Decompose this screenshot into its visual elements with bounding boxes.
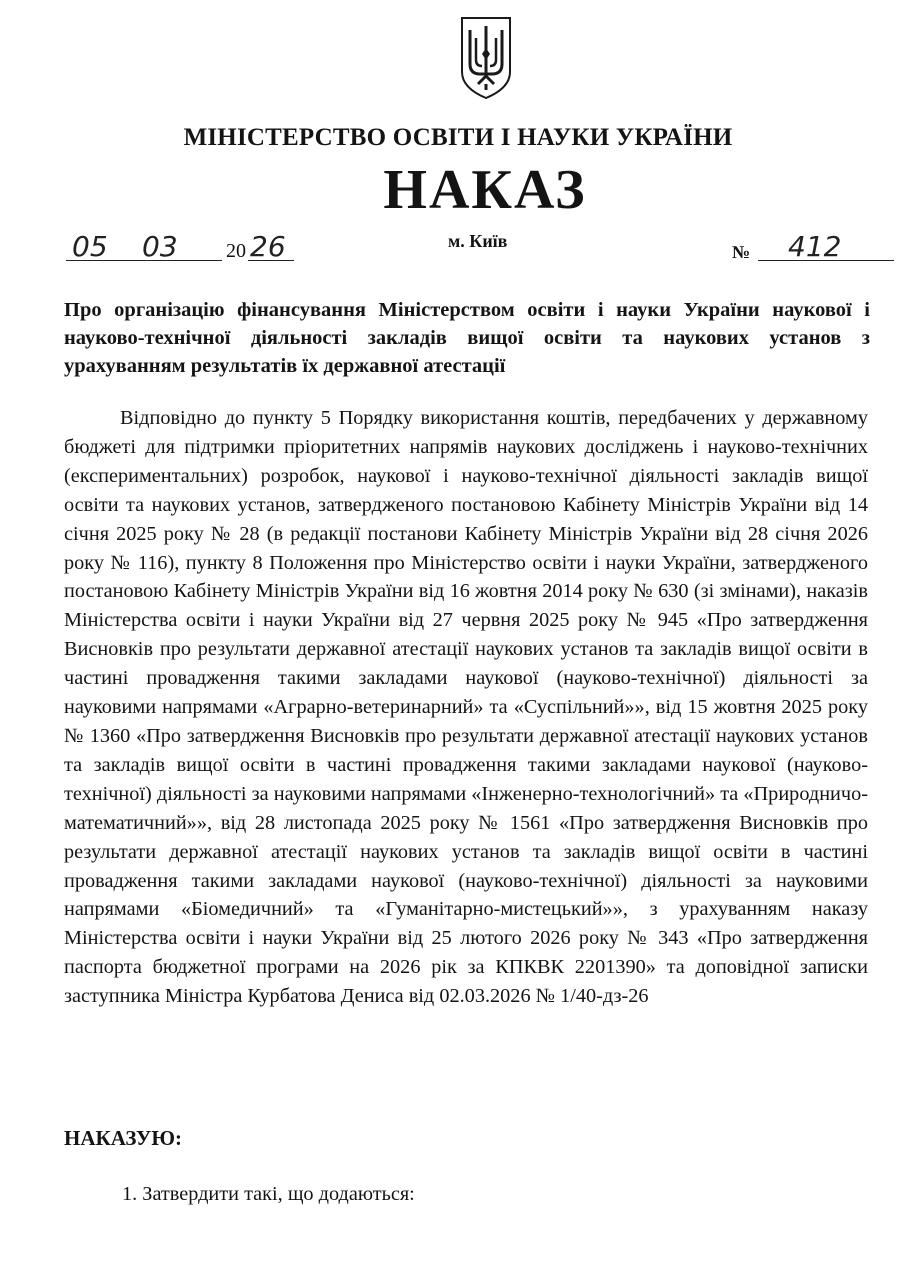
date-year-suffix: 26 bbox=[250, 230, 286, 263]
order-number bbox=[732, 230, 896, 264]
order-date bbox=[64, 230, 304, 264]
date-day: 05 bbox=[72, 230, 108, 263]
date-year-prefix: 20 bbox=[226, 240, 246, 262]
trident-icon bbox=[456, 14, 516, 100]
date-month: 03 bbox=[142, 230, 178, 263]
city: м. Київ bbox=[448, 231, 508, 251]
order-subject: Про організацію фінансування Міністерством освіти і науки України наукової і науково-технічної діяльності закладів вищої освіти та наукових установ з урахуванням результатів їх державної атестації bbox=[64, 299, 870, 377]
document-type: НАКАЗ bbox=[383, 159, 587, 221]
preamble: Відповідно до пункту 5 Порядку використання коштів, передбачених у державному бюджеті для підтримки пріоритетних напрямів наукових досліджень і науково-технічних (експериментальних) розробок, наукової і науково-технічної діяльності закладів вищої освіти та наукових установ, затвердженого постановою Кабінету Міністрів України від 14 січня 2025 року № 28 (в редакції постанови Кабінету Міністрів України від 28 січня 2026 року № 116), пункту 8 Положення про Міністерство освіти і науки України, затвердженого постановою Кабінету Міністрів України від 16 жовтня 2014 року № 630 (зі змінами), наказів Міністерства освіти і науки України від 27 червня 2025 року № 945 «Про затвердження Висновків про результати державної атестації наукових установ та закладів вищої освіти в частині провадження такими закладами наукової (науково-технічної) діяльності за науковими напрямами «Аграрно-ветеринарний» та «Суспільний»», від 15 жовтня 2025 року № 1360 «Про затвердження Висновків про результати державної атестації наукових установ та закладів вищої освіти в частині провадження такими закладами наукової (науково-технічної) діяльності за науковими напрямами «Інженерно-технологічний» та «Природничо-математичний»», від 28 листопада 2025 року № 1561 «Про затвердження Висновків про результати державної атестації наукових установ та закладів вищої освіти в частині провадження такими закладами наукової (науково-технічної) діяльності за науковими напрямами «Біомедичний» та «Гуманітарно-мистецький»», з урахуванням наказу Міністерства освіти і науки України від 25 лютого 2026 року № 343 «Про затвердження паспорта бюджетної програми на 2026 рік за КПКВК 2201390» та доповідної записки заступника Міністра Курбатова Дениса від 02.03.2026 № 1/40-дз-26 bbox=[64, 407, 868, 1008]
number-sign: № bbox=[732, 242, 751, 262]
decree-heading: НАКАЗУЮ: bbox=[64, 1126, 182, 1150]
number-value: 412 bbox=[788, 230, 842, 263]
ministry-name: МІНІСТЕРСТВО ОСВІТИ І НАУКИ УКРАЇНИ bbox=[183, 124, 733, 151]
list-item: 1. Затвердити такі, що додаються: bbox=[122, 1183, 415, 1205]
